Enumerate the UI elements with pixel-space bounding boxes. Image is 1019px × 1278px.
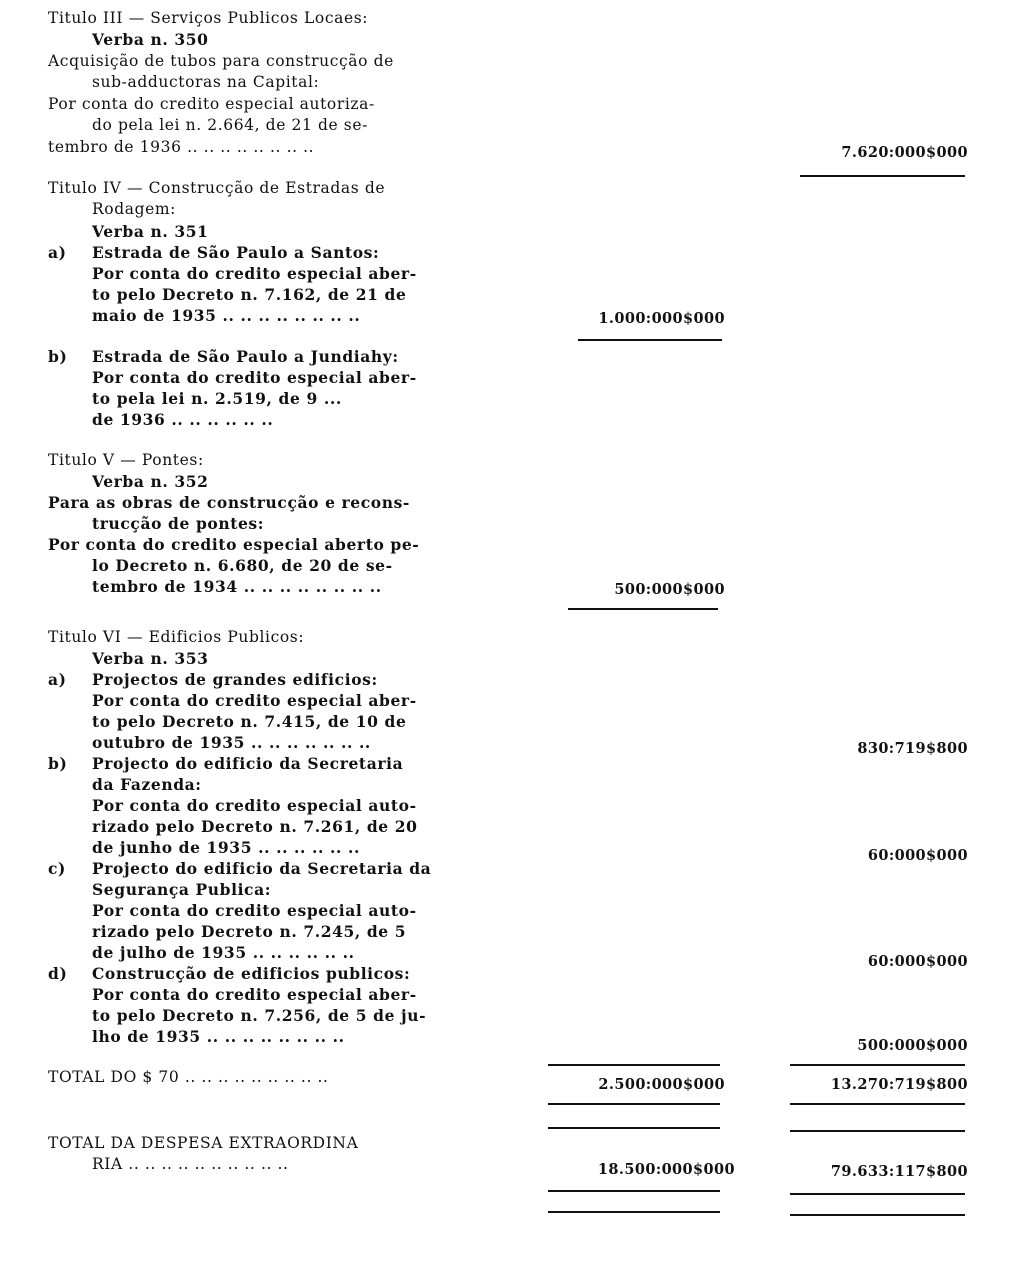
credit-text: de junho de 1935 .. .. .. .. .. .. — [92, 838, 361, 857]
credit-text: rizado pelo Decreto n. 7.261, de 20 — [92, 817, 418, 836]
item-marker: a) — [48, 670, 67, 689]
credit-text: to pelo Decreto n. 7.415, de 10 de — [92, 712, 407, 731]
item-marker: b) — [48, 754, 68, 773]
item-marker: a) — [48, 243, 67, 262]
amount-value: 830:719$800 — [857, 740, 968, 757]
item-marker: b) — [48, 347, 68, 366]
item-description: sub-adductoras na Capital: — [92, 73, 320, 91]
total-s70-col2: 13.270:719$800 — [830, 1076, 968, 1093]
amount-value: 60:000$000 — [867, 847, 968, 864]
divider — [548, 1211, 720, 1213]
divider — [790, 1130, 965, 1132]
amount-value: 1.000:000$000 — [598, 310, 725, 327]
credit-text: Por conta do credito especial auto- — [92, 901, 417, 920]
item-description: Segurança Publica: — [92, 880, 272, 899]
item-description: Estrada de São Paulo a Jundiahy: — [92, 347, 399, 366]
divider — [790, 1064, 965, 1066]
divider — [548, 1064, 720, 1066]
amount-value: 500:000$000 — [857, 1037, 968, 1054]
divider — [548, 1127, 720, 1129]
divider — [548, 1190, 720, 1192]
amount-value: 60:000$000 — [867, 953, 968, 970]
item-description: Projecto do edificio da Secretaria — [92, 754, 404, 773]
divider — [800, 175, 965, 177]
credit-text: tembro de 1934 .. .. .. .. .. .. .. .. — [92, 577, 382, 596]
credit-text: lo Decreto n. 6.680, de 20 de se- — [92, 556, 393, 575]
verba-label: Verba n. 352 — [92, 472, 209, 491]
item-marker: d) — [48, 964, 68, 983]
total-s70-label: TOTAL DO $ 70 .. .. .. .. .. .. .. .. .. — [48, 1068, 329, 1086]
credit-text: Por conta do credito especial aberto pe- — [48, 535, 420, 554]
credit-text: Por conta do credito especial autoriza- — [48, 95, 375, 113]
credit-text: de 1936 .. .. .. .. .. .. — [92, 410, 274, 429]
amount-value: 500:000$000 — [614, 581, 725, 598]
item-description: Para as obras de construcção e recons- — [48, 493, 410, 512]
section-title: Titulo VI — Edificios Publicos: — [48, 628, 305, 646]
item-marker: c) — [48, 859, 66, 878]
verba-label: Verba n. 353 — [92, 649, 209, 668]
total-s70-col1: 2.500:000$000 — [598, 1076, 725, 1093]
section-title: Titulo V — Pontes: — [48, 451, 204, 469]
item-description: Estrada de São Paulo a Santos: — [92, 243, 380, 262]
credit-text: outubro de 1935 .. .. .. .. .. .. .. — [92, 733, 371, 752]
credit-text: to pelo Decreto n. 7.256, de 5 de ju- — [92, 1006, 427, 1025]
total-extraordinaria-label: RIA .. .. .. .. .. .. .. .. .. .. — [92, 1155, 289, 1173]
credit-text: Por conta do credito especial aber- — [92, 264, 417, 283]
credit-text: Por conta do credito especial auto- — [92, 796, 417, 815]
item-description: Acquisição de tubos para construcção de — [48, 52, 394, 70]
divider — [548, 1103, 720, 1105]
verba-label: Verba n. 351 — [92, 222, 209, 241]
total-extraordinaria-label: TOTAL DA DESPESA EXTRAORDINA — [48, 1134, 359, 1152]
verba-label: Verba n. 350 — [92, 30, 209, 49]
section-title: Titulo III — Serviços Publicos Locaes: — [48, 9, 369, 27]
credit-text: to pela lei n. 2.519, de 9 ... — [92, 389, 342, 408]
item-description: da Fazenda: — [92, 775, 202, 794]
credit-text: Por conta do credito especial aber- — [92, 985, 417, 1004]
item-description: Projecto do edificio da Secretaria da — [92, 859, 432, 878]
credit-text: maio de 1935 .. .. .. .. .. .. .. .. — [92, 306, 361, 325]
credit-text: de julho de 1935 .. .. .. .. .. .. — [92, 943, 355, 962]
item-description: Projectos de grandes edificios: — [92, 670, 378, 689]
total-extra-col2: 79.633:117$800 — [830, 1163, 968, 1180]
credit-text: do pela lei n. 2.664, de 21 de se- — [92, 116, 368, 134]
amount-value: 7.620:000$000 — [841, 144, 968, 161]
total-extra-col1: 18.500:000$000 — [597, 1161, 735, 1178]
credit-text: to pelo Decreto n. 7.162, de 21 de — [92, 285, 407, 304]
item-description: Construcção de edificios publicos: — [92, 964, 411, 983]
divider — [578, 339, 722, 341]
credit-text: lho de 1935 .. .. .. .. .. .. .. .. — [92, 1027, 345, 1046]
divider — [790, 1103, 965, 1105]
section-title: Titulo IV — Construcção de Estradas de — [48, 179, 386, 197]
credit-text: Por conta do credito especial aber- — [92, 691, 417, 710]
item-description: trucção de pontes: — [92, 514, 265, 533]
credit-text: Por conta do credito especial aber- — [92, 368, 417, 387]
divider — [568, 608, 718, 610]
credit-text: tembro de 1936 .. .. .. .. .. .. .. .. — [48, 138, 315, 156]
divider — [790, 1193, 965, 1195]
divider — [790, 1214, 965, 1216]
section-title: Rodagem: — [92, 200, 176, 218]
credit-text: rizado pelo Decreto n. 7.245, de 5 — [92, 922, 407, 941]
